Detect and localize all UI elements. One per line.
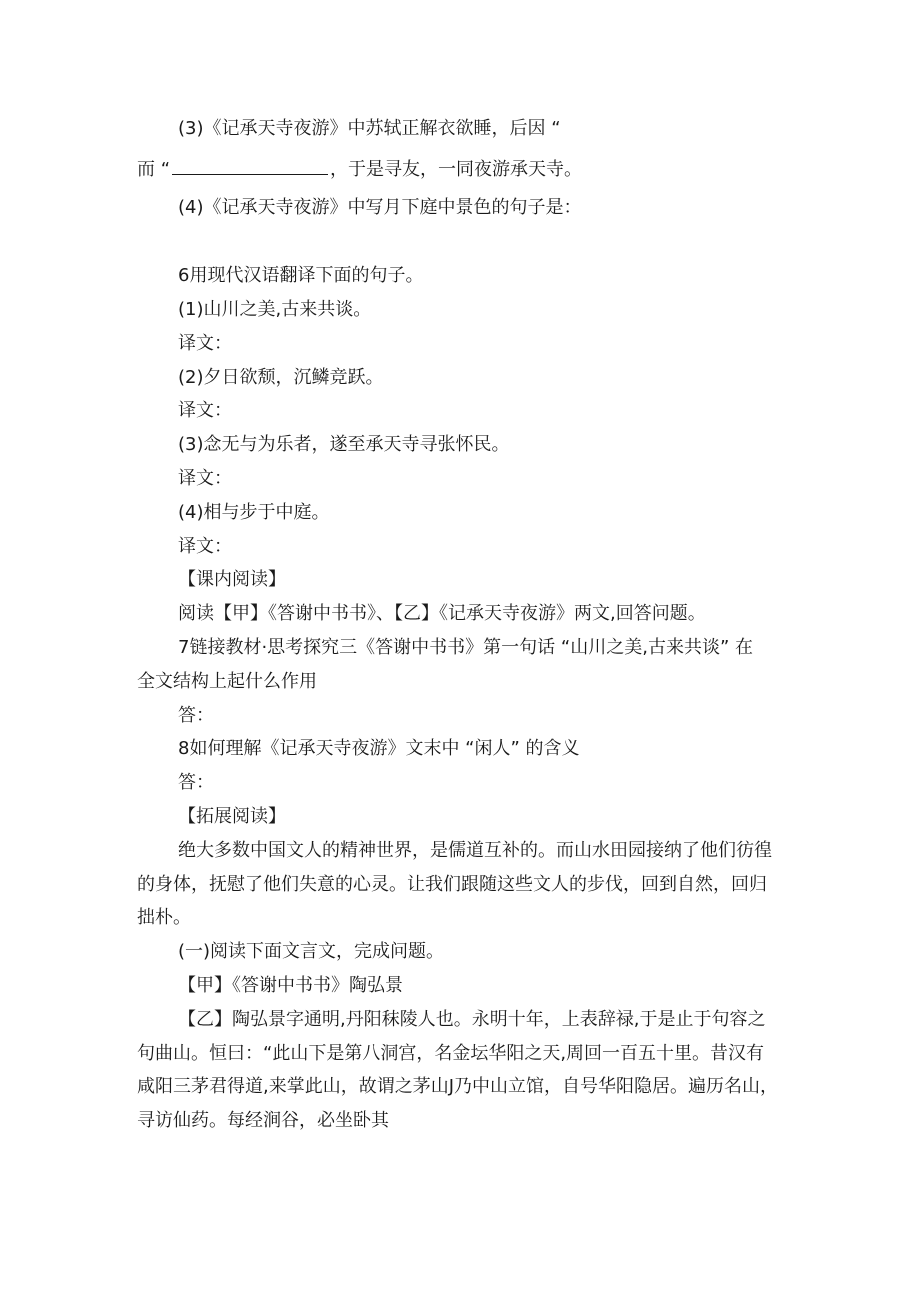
yi-line3: 咸阳三茅君得道,来掌此山，故谓之茅山J乃中山立馆，自号华阳隐居。遍历名山， bbox=[137, 1076, 779, 1097]
q6-item3-sentence: (3)念无与为乐者，遂至承天寺寻张怀民。 bbox=[178, 434, 510, 455]
q8-question: 8如何理解《记承天寺夜游》文末中 “闲人” 的含义 bbox=[178, 738, 580, 759]
q6-item3-answer-label: 译文： bbox=[178, 468, 232, 489]
q5-item4: (4)《记承天寺夜游》中写月下庭中景色的句子是： bbox=[178, 197, 582, 218]
q5-item3-line2-start: 而 “ bbox=[137, 159, 171, 180]
q6-item4-answer-label: 译文： bbox=[178, 536, 232, 557]
inclass-heading: 【课内阅读】 bbox=[178, 569, 286, 590]
answer-blank[interactable] bbox=[172, 156, 328, 175]
yi-line1: 【乙】陶弘景字通明,丹阳秣陵人也。永明十年，上表辞禄,于是止于句容之 bbox=[178, 1009, 766, 1030]
q7-line2: 全文结构上起什么作用 bbox=[137, 671, 317, 692]
yi-line4: 寻访仙药。每经涧谷，必坐卧其 bbox=[137, 1110, 389, 1131]
extended-heading: 【拓展阅读】 bbox=[178, 806, 286, 827]
q7-answer-label: 答： bbox=[178, 705, 214, 726]
q6-item2-answer-label: 译文： bbox=[178, 400, 232, 421]
q8-answer-label: 答： bbox=[178, 772, 214, 793]
q5-item3-line2 bbox=[137, 156, 582, 180]
extended-para-line1: 绝大多数中国文人的精神世界，是儒道互补的。而山水田园接纳了他们彷徨 bbox=[178, 840, 772, 861]
q6-title: 6用现代汉语翻译下面的句子。 bbox=[178, 265, 424, 286]
extended-para-line3: 拙朴。 bbox=[137, 907, 191, 928]
q6-item2-sentence: (2)夕日欲颓，沉鳞竞跃。 bbox=[178, 367, 384, 388]
inclass-intro: 阅读【甲】《答谢中书书》、【乙】《记承天寺夜游》两文,回答问题。 bbox=[178, 603, 706, 624]
q6-item1-answer-label: 译文： bbox=[178, 333, 232, 354]
q5-item3-line2-end: ，于是寻友，一同夜游承天寺。 bbox=[330, 159, 583, 180]
q6-item1-sentence: (1)山川之美,古来共谈。 bbox=[178, 299, 372, 320]
q6-item4-sentence: (4)相与步于中庭。 bbox=[178, 502, 330, 523]
section1-title: (一)阅读下面文言文，完成问题。 bbox=[178, 941, 445, 962]
yi-line2: 句曲山。恒曰：“此山下是第八洞宫，名金坛华阳之天,周回一百五十里。昔汉有 bbox=[137, 1043, 765, 1064]
jia-title: 【甲】《答谢中书书》陶弘景 bbox=[178, 975, 403, 996]
extended-para-line2: 的身体，抚慰了他们失意的心灵。让我们跟随这些文人的步伐，回到自然，回归 bbox=[137, 874, 767, 895]
q5-item3-line1: (3)《记承天寺夜游》中苏轼正解衣欲睡，后因 “ bbox=[178, 118, 561, 139]
q7-line1: 7链接教材·思考探究三《答谢中书书》第一句话 “山川之美,古来共谈” 在 bbox=[178, 637, 753, 658]
